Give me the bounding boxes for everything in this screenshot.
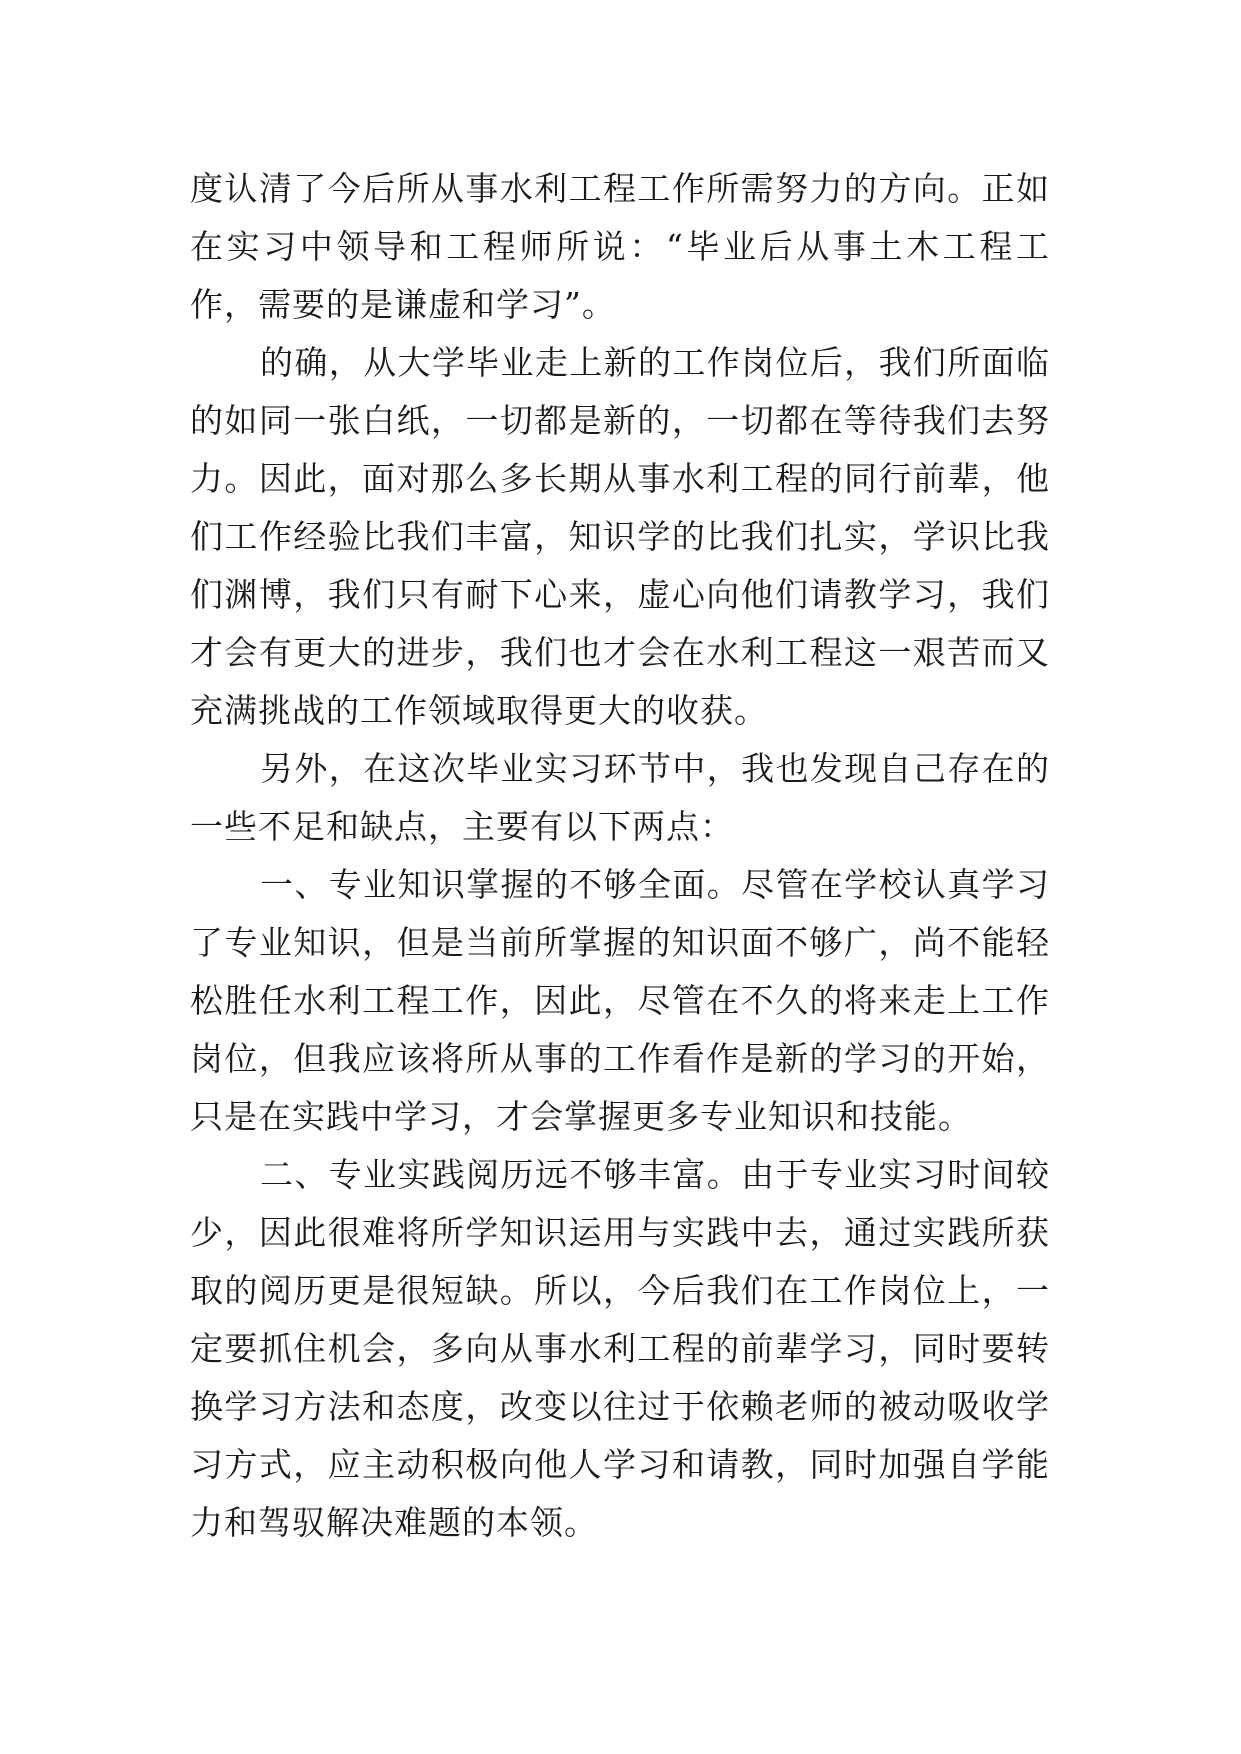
paragraph-point-two: 二、专业实践阅历远不够丰富。由于专业实习时间较少，因此很难将所学知识运用与实践中去，通过实践所获取的阅历更是很短缺。所以，今后我们在工作岗位上，一定要抓住机会，多向从事水利工程的前辈学习，同时要转换学习方法和态度，改变以往过于依赖老师的被动吸收学习方式，应主动积极向他人学习和请教，同时加强自学能力和驾驭解决难题的本领。 <box>190 1155 1050 1542</box>
paragraph-continuation: 度认清了今后所从事水利工程工作所需努力的方向。正如在实习中领导和工程师所说：“毕业后从事土木工程工作，需要的是谦虚和学习”。 <box>190 169 1050 324</box>
document-body <box>190 160 1050 1552</box>
paragraph-point-one: 一、专业知识掌握的不够全面。尽管在学校认真学习了专业知识，但是当前所掌握的知识面不够广，尚不能轻松胜任水利工程工作，因此，尽管在不久的将来走上工作岗位，但我应该将所从事的工作看作是新的学习的开始，只是在实践中学习，才会掌握更多专业知识和技能。 <box>190 865 1050 1136</box>
paragraph-reflection: 的确，从大学毕业走上新的工作岗位后，我们所面临的如同一张白纸，一切都是新的，一切都在等待我们去努力。因此，面对那么多长期从事水利工程的同行前辈，他们工作经验比我们丰富，知识学的比我们扎实，学识比我们渊博，我们只有耐下心来，虚心向他们请教学习，我们才会有更大的进步，我们也才会在水利工程这一艰苦而又充满挑战的工作领域取得更大的收获。 <box>190 343 1050 730</box>
paragraph-shortcomings-intro: 另外，在这次毕业实习环节中，我也发现自己存在的一些不足和缺点，主要有以下两点： <box>190 749 1050 846</box>
